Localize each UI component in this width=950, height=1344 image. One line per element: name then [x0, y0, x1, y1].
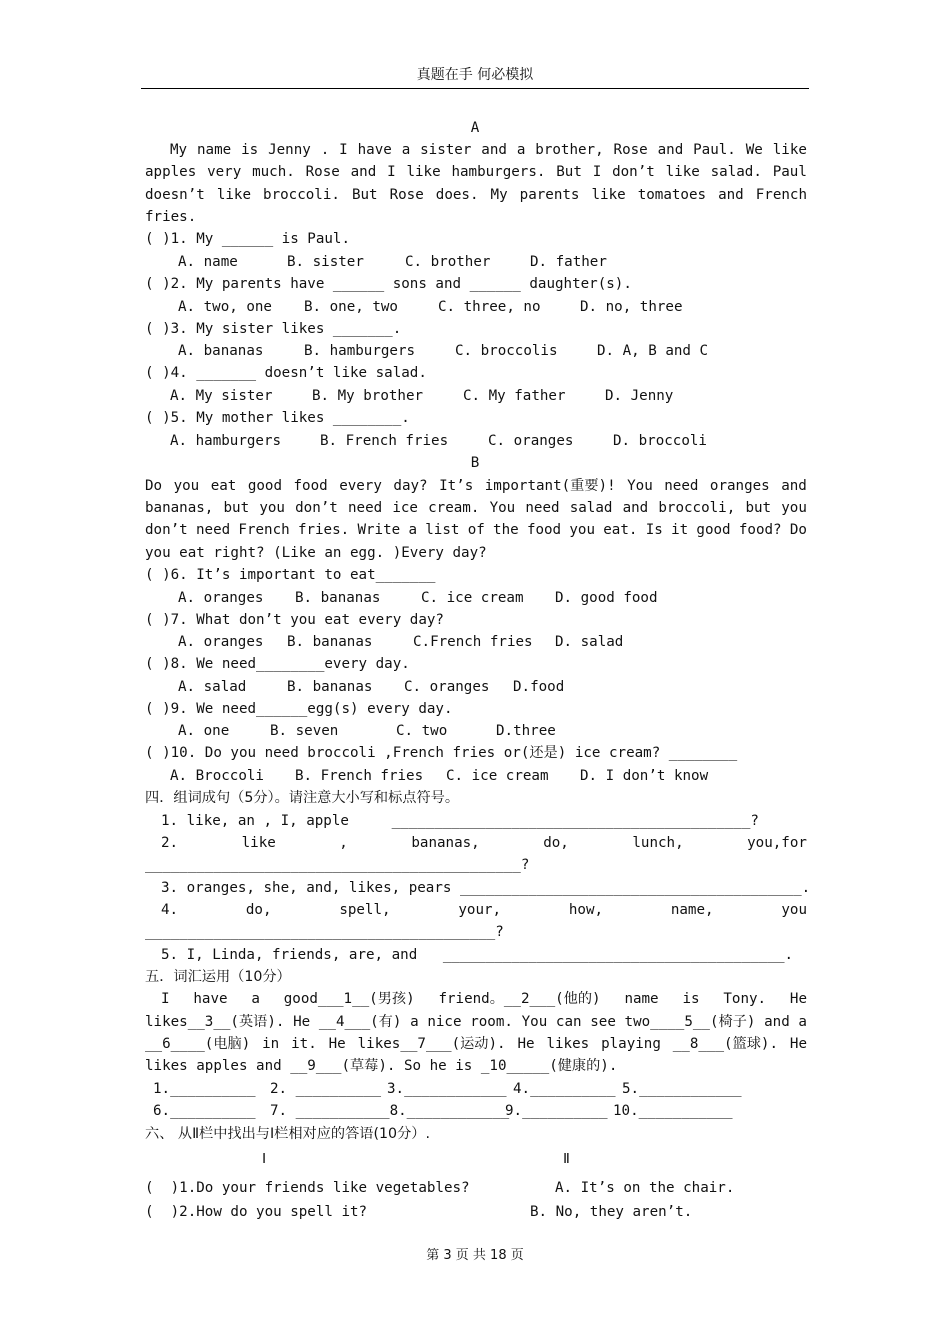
- sentence-4-answer-line: _________________________________________?: [145, 924, 504, 940]
- word: much.: [252, 164, 295, 180]
- q5-option-d: D. broccoli: [613, 433, 707, 449]
- word: see: [590, 1014, 616, 1030]
- word: He: [517, 1036, 535, 1052]
- word: My: [170, 142, 188, 158]
- word: list: [425, 522, 460, 538]
- q10-option-d: D. I don’t know: [580, 768, 709, 784]
- word: You: [627, 478, 653, 494]
- q10-option-c: C. ice cream: [446, 768, 549, 784]
- question-2: ( )2. My parents have ______ sons and ______ daughter(s).: [145, 276, 632, 292]
- word: and: [764, 1014, 790, 1030]
- word: like: [216, 187, 251, 203]
- s4-word: your,: [458, 902, 502, 918]
- q5-option-c: C. oranges: [488, 433, 574, 449]
- passage-a-line-3: [145, 186, 807, 204]
- question-9: ( )9. We need______egg(s) every day.: [145, 701, 453, 717]
- vocab-word: a: [251, 991, 260, 1007]
- word: it.: [291, 1036, 317, 1052]
- word: a: [410, 1014, 419, 1030]
- word: the: [493, 522, 519, 538]
- word: doesn’t: [145, 187, 205, 203]
- word: Paul: [772, 164, 807, 180]
- vocab-word: is: [682, 991, 700, 1007]
- word: every: [339, 478, 382, 494]
- q9-option-c: C. two: [396, 723, 448, 739]
- vocab-word: He: [789, 991, 807, 1007]
- question-10: ( )10. Do you need broccoli ,French fries or(还是) ice cream? ________: [145, 745, 738, 761]
- word: bananas,: [145, 500, 214, 516]
- word: You: [521, 1014, 548, 1030]
- word: good: [696, 522, 731, 538]
- vocab-word: friend。__2___(他的): [438, 991, 601, 1007]
- q5-option-a: A. hamburgers: [170, 433, 282, 449]
- answer-blank-5: 5.____________: [622, 1081, 742, 1097]
- section-5-title: 五．词汇运用（10分）: [145, 969, 291, 985]
- word: and: [718, 187, 744, 203]
- word: need: [348, 500, 383, 516]
- header-divider: [141, 88, 809, 89]
- s4-word: spell,: [339, 902, 391, 918]
- s2-word: like: [241, 835, 276, 851]
- vocab-word: good___1__(男孩): [283, 991, 415, 1007]
- s2-word: 2.: [161, 835, 179, 851]
- page-header: 真题在手 何必模拟: [416, 67, 534, 83]
- q6-option-d: D. good food: [555, 590, 658, 606]
- word: Rose: [613, 142, 648, 158]
- q8-option-a: A. salad: [178, 679, 247, 695]
- question-6: ( )6. It’s important to eat_______: [145, 567, 436, 583]
- sentence-3: 3. oranges, she, and, likes, pears ________________________________________.: [161, 880, 811, 896]
- section-a-heading: A: [470, 120, 480, 136]
- word: like: [591, 187, 626, 203]
- s4-word: you: [781, 902, 807, 918]
- word: salad: [569, 500, 613, 516]
- word: don’t: [612, 164, 655, 180]
- word: You: [489, 500, 516, 516]
- q7-option-d: D. salad: [555, 634, 624, 650]
- q7-option-b: B. bananas: [287, 634, 373, 650]
- s2-word: you,for: [747, 835, 807, 851]
- word: does.: [435, 187, 479, 203]
- match-question-1: ( )1.Do your friends like vegetables?: [145, 1180, 470, 1196]
- word: Rose: [389, 187, 424, 203]
- word: nice: [427, 1014, 462, 1030]
- word: and: [622, 500, 649, 516]
- q7-option-a: A. oranges: [178, 634, 264, 650]
- q10-option-a: A. Broccoli: [170, 768, 264, 784]
- vocab-passage-line-3: [145, 1035, 807, 1053]
- q8-option-c: C. oranges: [404, 679, 490, 695]
- s4-word: how,: [568, 902, 604, 918]
- section-6-title: 六、 从Ⅱ栏中找出与Ⅰ栏相对应的答语(10分）.: [145, 1126, 430, 1142]
- word: like: [665, 164, 700, 180]
- answer-blank-10: 10.___________: [613, 1103, 733, 1119]
- q1-option-c: C. brother: [405, 254, 491, 270]
- vocab-word: have: [193, 991, 228, 1007]
- question-5: ( )5. My mother likes ________.: [145, 410, 410, 426]
- q9-option-a: A. one: [178, 723, 230, 739]
- word: Is: [645, 522, 663, 538]
- q8-option-b: B. bananas: [287, 679, 373, 695]
- sentence-2-answer-line: ____________________________________________?: [145, 857, 530, 873]
- question-1: ( )1. My ______ is Paul.: [145, 231, 350, 247]
- word: food: [526, 522, 562, 538]
- word: very: [207, 164, 242, 180]
- word: you: [781, 500, 807, 516]
- word: and: [781, 478, 807, 494]
- word: broccoli.: [263, 187, 340, 203]
- q4-option-d: D. Jenny: [605, 388, 674, 404]
- word: you: [173, 478, 200, 494]
- word: you: [259, 500, 285, 516]
- word: sister: [420, 142, 472, 158]
- sentence-5: 5. I, Linda, friends, are, and ________________________________________.: [161, 947, 794, 963]
- word: broccoli,: [658, 500, 736, 516]
- q4-option-a: A. My sister: [170, 388, 273, 404]
- s2-word: lunch,: [632, 835, 684, 851]
- q2-option-c: C. three, no: [438, 299, 541, 315]
- word: need: [525, 500, 560, 516]
- word: hamburgers.: [451, 164, 546, 180]
- vocab-word: I: [161, 991, 170, 1007]
- answer-blank-1: 1.__________: [153, 1081, 256, 1097]
- answer-blank-6: 6.__________: [153, 1103, 256, 1119]
- word: Do: [789, 522, 807, 538]
- passage-b-line-1: [145, 477, 807, 495]
- word: two____5__(椅子): [624, 1014, 756, 1030]
- section-b-heading: B: [470, 455, 480, 471]
- s2-word: ,: [339, 835, 348, 851]
- q3-option-a: A. bananas: [178, 343, 264, 359]
- word: like: [406, 164, 441, 180]
- word: My: [490, 187, 508, 203]
- question-8: ( )8. We need________every day.: [145, 656, 410, 672]
- word: cream.: [428, 500, 480, 516]
- word: __6____(电脑): [145, 1036, 251, 1052]
- vocab-word: name: [624, 991, 659, 1007]
- word: parents: [519, 187, 580, 203]
- q6-option-c: C. ice cream: [421, 590, 524, 606]
- word: have: [357, 142, 392, 158]
- q6-option-a: A. oranges: [178, 590, 264, 606]
- word: I: [592, 164, 602, 180]
- s2-word: bananas,: [411, 835, 480, 851]
- word: eat.: [603, 522, 638, 538]
- sentence-4-words: [161, 901, 807, 919]
- column-2-heading: Ⅱ: [563, 1151, 570, 1167]
- word: playing: [601, 1036, 661, 1052]
- passage-a-line-1: [170, 141, 807, 159]
- passage-b-line-2: [145, 499, 807, 517]
- q7-option-c: C.French fries: [413, 634, 533, 650]
- question-7: ( )7. What don’t you eat every day?: [145, 612, 444, 628]
- word: But: [556, 164, 582, 180]
- word: apples: [145, 164, 197, 180]
- word: likes__7___(运动).: [357, 1036, 506, 1052]
- word: a: [516, 142, 526, 158]
- match-answer-b: B. No, they aren’t.: [530, 1204, 693, 1220]
- answer-blank-9: 9.__________: [505, 1103, 608, 1119]
- word: French: [755, 187, 807, 203]
- word: brother,: [535, 142, 604, 158]
- vocab-passage-line-2: [145, 1013, 807, 1031]
- word: it: [671, 522, 689, 538]
- word: But: [351, 187, 378, 203]
- word: Paul.: [693, 142, 736, 158]
- vocab-word: Tony.: [723, 991, 767, 1007]
- passage-b-line-3: [145, 521, 807, 539]
- word: salad.: [710, 164, 762, 180]
- word: oranges: [709, 478, 770, 494]
- word: Write: [357, 522, 401, 538]
- sentence-1: 1. like, an , I, apple __________________________________________?: [161, 813, 759, 829]
- q9-option-d: D.three: [496, 723, 556, 739]
- answer-blank-3: 3.____________: [387, 1081, 507, 1097]
- q8-option-d: D.food: [513, 679, 565, 695]
- word: __8___(篮球).: [672, 1036, 779, 1052]
- word: can: [555, 1014, 582, 1030]
- passage-b-line-4: you eat right? (Like an egg. )Every day?: [145, 545, 487, 561]
- q6-option-b: B. bananas: [295, 590, 381, 606]
- question-4: ( )4. _______ doesn’t like salad.: [145, 365, 427, 381]
- word: food?: [738, 522, 782, 538]
- section-4-title: 四．组词成句（5分）。请注意大小写和标点符号。: [145, 790, 460, 806]
- word: He: [328, 1036, 346, 1052]
- word: and: [350, 164, 377, 180]
- answer-blank-4: 4.__________: [513, 1081, 616, 1097]
- word: room.: [470, 1014, 513, 1030]
- word: a: [798, 1014, 807, 1030]
- answer-blank-2: 2. __________: [270, 1081, 382, 1097]
- q2-option-d: D. no, three: [580, 299, 683, 315]
- q5-option-b: B. French fries: [320, 433, 449, 449]
- q10-option-b: B. French fries: [295, 768, 424, 784]
- s2-word: do,: [543, 835, 569, 851]
- word: Rose: [305, 164, 340, 180]
- word: I: [387, 164, 396, 180]
- word: like: [772, 142, 807, 158]
- word: tomatoes: [637, 187, 707, 203]
- word: need: [664, 478, 699, 494]
- word: a: [408, 522, 417, 538]
- q2-option-b: B. one, two: [304, 299, 398, 315]
- word: likes__3__(英语).: [145, 1014, 285, 1030]
- word: He: [789, 1036, 807, 1052]
- passage-a-line-4: fries.: [145, 209, 197, 225]
- word: food: [293, 478, 328, 494]
- word: and: [657, 142, 684, 158]
- word: .: [320, 142, 330, 158]
- word: Jenny: [268, 142, 311, 158]
- word: in: [262, 1036, 280, 1052]
- q2-option-a: A. two, one: [178, 299, 272, 315]
- q4-option-c: C. My father: [463, 388, 566, 404]
- word: It’s: [439, 478, 474, 494]
- word: don’t: [295, 500, 338, 516]
- word: He: [293, 1014, 311, 1030]
- match-question-2: ( )2.How do you spell it?: [145, 1204, 368, 1220]
- word: Do: [145, 478, 163, 494]
- word: don’t: [145, 522, 188, 538]
- word: need: [195, 522, 231, 538]
- q9-option-b: B. seven: [270, 723, 339, 739]
- word: likes: [546, 1036, 590, 1052]
- q3-option-d: D. A, B and C: [597, 343, 709, 359]
- word: you: [569, 522, 595, 538]
- word: We: [745, 142, 763, 158]
- column-1-heading: Ⅰ: [262, 1151, 267, 1167]
- word: and: [481, 142, 507, 158]
- vocab-passage-line-1: [161, 990, 807, 1008]
- word: fries.: [297, 522, 350, 538]
- q1-option-d: D. father: [530, 254, 607, 270]
- answer-blank-7-8: 7. ___________8.____________: [270, 1103, 510, 1119]
- match-answer-a: A. It’s on the chair.: [555, 1180, 735, 1196]
- s4-word: do,: [245, 902, 272, 918]
- q1-option-b: B. sister: [287, 254, 364, 270]
- word: important(重要)!: [484, 478, 616, 494]
- word: eat: [210, 478, 237, 494]
- word: is: [241, 142, 259, 158]
- vocab-passage-line-4: likes apples and __9___(草莓). So he is _10_____(健康的).: [145, 1058, 618, 1074]
- s4-word: name,: [670, 902, 714, 918]
- word: of: [467, 522, 485, 538]
- word: but: [223, 500, 250, 516]
- word: but: [745, 500, 772, 516]
- question-3: ( )3. My sister likes _______.: [145, 321, 402, 337]
- word: I: [339, 142, 348, 158]
- word: ice: [392, 500, 418, 516]
- q3-option-b: B. hamburgers: [304, 343, 416, 359]
- word: day?: [393, 478, 428, 494]
- q3-option-c: C. broccolis: [455, 343, 558, 359]
- word: a: [401, 142, 411, 158]
- sentence-2-words: [161, 834, 807, 852]
- word: name: [197, 142, 232, 158]
- word: __4___(有): [318, 1014, 402, 1030]
- s4-word: 4.: [161, 902, 179, 918]
- q1-option-a: A. name: [178, 254, 238, 270]
- word: French: [238, 522, 290, 538]
- page-footer: 第 3 页 共 18 页: [426, 1248, 524, 1263]
- q4-option-b: B. My brother: [312, 388, 424, 404]
- word: good: [247, 478, 283, 494]
- passage-a-line-2: [145, 163, 807, 181]
